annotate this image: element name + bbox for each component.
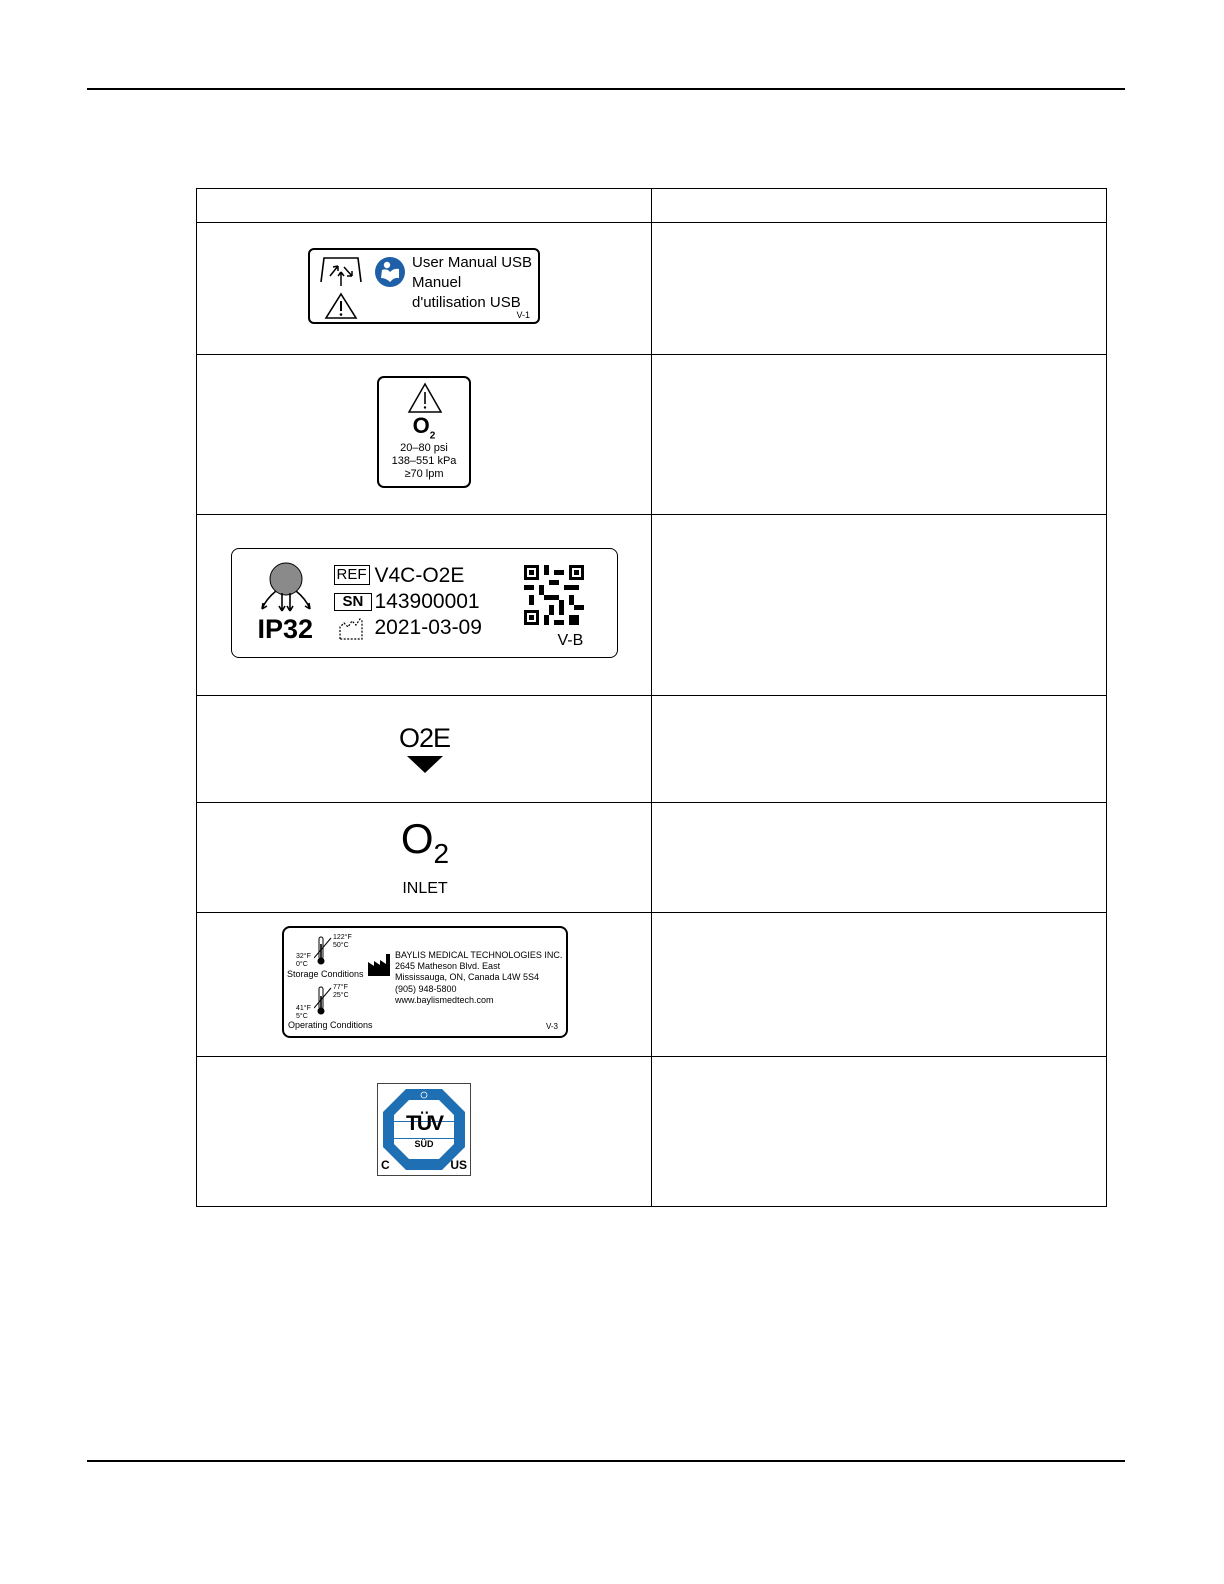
table-row xyxy=(197,223,1107,355)
inlet-text: INLET xyxy=(402,880,448,897)
header-rule xyxy=(87,88,1125,90)
ingress-rating: IP32 xyxy=(257,613,314,644)
usb-manual-label xyxy=(308,248,540,324)
operating-conditions-label: Operating Conditions xyxy=(288,1020,373,1030)
read-manual-icon xyxy=(374,256,406,288)
tuv-mark-text: TÜV xyxy=(406,1111,442,1135)
operating-high-c: 25°C xyxy=(333,992,349,999)
operating-thermometer-icon xyxy=(314,986,332,1016)
description-cell xyxy=(652,515,1107,696)
usb-label-code: V-1 xyxy=(516,310,530,320)
symbol-cell xyxy=(197,1057,652,1207)
tuv-certification-mark xyxy=(377,1083,471,1176)
inlet-gas-letter: O xyxy=(400,815,434,862)
sn-tag: SN xyxy=(334,593,373,611)
qr-code-icon xyxy=(524,565,584,625)
storage-low-c: 0°C xyxy=(296,961,308,968)
header-cell-description xyxy=(652,189,1107,223)
storage-low-f: 32°F xyxy=(296,953,311,960)
oxygen-subscript: 2 xyxy=(429,430,436,442)
symbol-cell xyxy=(197,803,652,913)
warning-triangle-icon xyxy=(407,382,443,414)
label-table xyxy=(196,188,1107,1207)
company-address2: Mississauga, ON, Canada L4W 5S4 xyxy=(395,972,540,982)
company-phone: (905) 948-5800 xyxy=(395,984,457,994)
storage-thermometer-icon xyxy=(314,936,332,966)
ingress-protection-icon xyxy=(258,561,314,613)
table-row xyxy=(197,803,1107,913)
table-row xyxy=(197,355,1107,515)
operating-low-f: 41°F xyxy=(296,1005,311,1012)
usb-port-warning-icon xyxy=(318,254,364,320)
product-label xyxy=(231,548,618,658)
description-cell xyxy=(652,696,1107,803)
company-name: BAYLIS MEDICAL TECHNOLOGIES INC. xyxy=(395,950,563,960)
sn-value: 143900001 xyxy=(374,589,480,613)
storage-high-c: 50°C xyxy=(333,942,349,949)
description-cell xyxy=(652,355,1107,515)
oxygen-supply-label xyxy=(377,376,471,488)
inlet-gas-symbol xyxy=(401,817,449,876)
tuv-us-mark: US xyxy=(450,1157,467,1172)
o2e-outlet-marking xyxy=(399,724,450,774)
storage-high-f: 122°F xyxy=(333,934,352,941)
inlet-gas-subscript: 2 xyxy=(433,838,450,869)
table-row xyxy=(197,696,1107,803)
company-website: www.baylismedtech.com xyxy=(395,995,494,1005)
manufacturer-label-code: V-3 xyxy=(545,1022,558,1031)
manufacturer-label xyxy=(282,926,568,1038)
symbol-cell xyxy=(197,515,652,696)
operating-high-f: 77°F xyxy=(333,984,348,991)
manufacturer-icon xyxy=(368,954,392,976)
symbol-cell xyxy=(197,913,652,1057)
oxygen-letter: O xyxy=(412,413,430,438)
symbol-cell xyxy=(197,696,652,803)
table-row xyxy=(197,515,1107,696)
flow-rate: ≥70 lpm xyxy=(404,468,444,480)
manufacture-date-icon xyxy=(338,617,364,641)
product-label-code: V-B xyxy=(557,631,584,649)
ref-tag: REF xyxy=(334,565,370,585)
header-cell-symbol xyxy=(197,189,652,223)
company-address1: 2645 Matheson Blvd. East xyxy=(395,961,501,971)
down-arrow-icon xyxy=(405,754,445,774)
table-header-row xyxy=(197,189,1107,223)
description-cell xyxy=(652,223,1107,355)
storage-conditions-label: Storage Conditions xyxy=(287,969,364,979)
symbol-cell xyxy=(197,355,652,515)
description-cell xyxy=(652,913,1107,1057)
description-cell xyxy=(652,1057,1107,1207)
footer-rule xyxy=(87,1460,1125,1462)
ref-value: V4C-O2E xyxy=(374,563,465,587)
o2-inlet-marking xyxy=(401,817,449,898)
tuv-c-mark: C xyxy=(381,1157,390,1172)
usb-label-line2: Manuel xyxy=(412,274,462,291)
table-row xyxy=(197,1057,1107,1207)
usb-label-line3: d'utilisation USB xyxy=(412,294,521,311)
pressure-psi: 20–80 psi xyxy=(400,442,448,454)
symbol-cell xyxy=(197,223,652,355)
outlet-text: O2E xyxy=(398,723,451,753)
operating-low-c: 5°C xyxy=(296,1013,308,1020)
pressure-kpa: 138–551 kPa xyxy=(391,455,457,467)
description-cell xyxy=(652,803,1107,913)
usb-label-line1: User Manual USB xyxy=(412,254,533,271)
table-row xyxy=(197,913,1107,1057)
date-value: 2021-03-09 xyxy=(374,615,482,639)
tuv-sub-text: SÜD xyxy=(414,1138,434,1149)
